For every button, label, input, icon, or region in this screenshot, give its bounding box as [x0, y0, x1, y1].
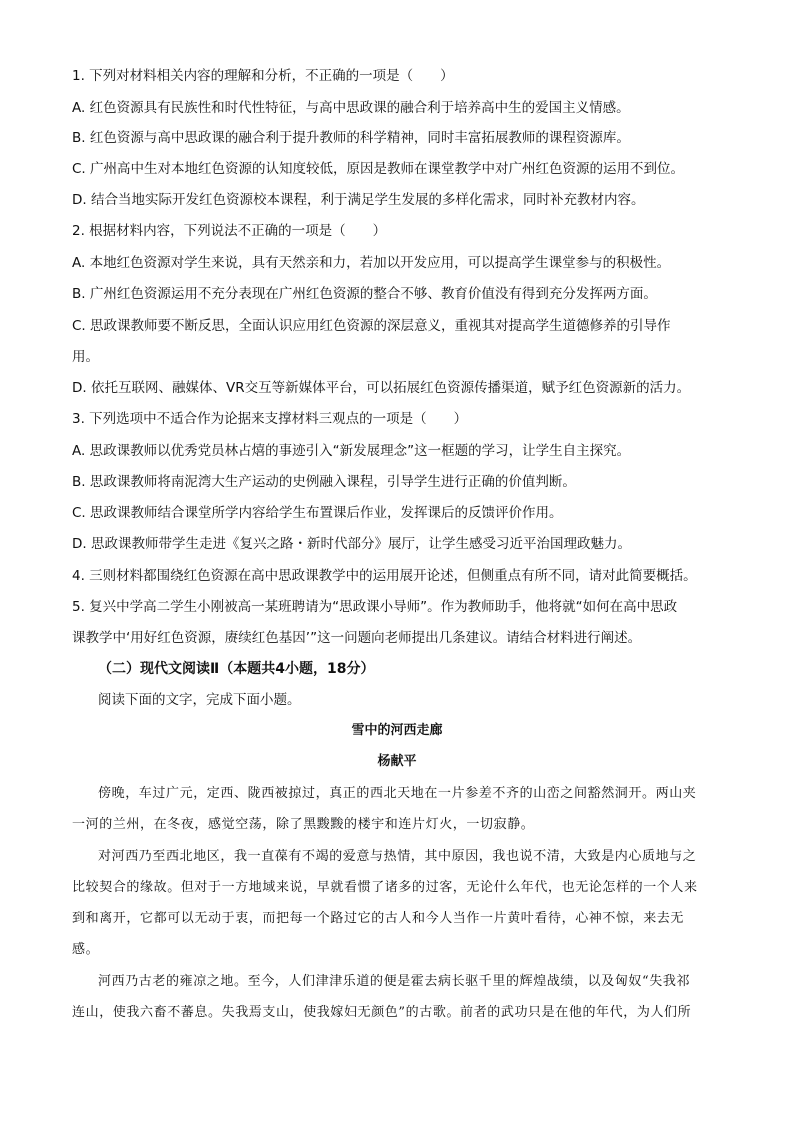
question-5-line-1: 5. 复兴中学高二学生小刚被高一某班聘请为“思政课小导师”。作为教师助手，他将就“如何在高中思政 — [72, 599, 678, 615]
question-2-option-a: A. 本地红色资源对学生来说，具有天然亲和力，若加以开发应用，可以提高学生课堂参与的积极性。 — [72, 255, 671, 271]
prose-line: 一河的兰州，在冬夜，感觉空荡，除了黑黢黢的楼宇和连片灯火，一切寂静。 — [72, 817, 535, 832]
question-1-option-b: B. 红色资源与高中思政课的融合利于提升教师的科学精神，同时丰富拓展教师的课程资源库。 — [72, 130, 630, 146]
question-5-line-2: 课教学中‘用好红色资源，赓续红色基因’”这一问题向老师提出几条建议。请结合材料进行阐述。 — [72, 630, 642, 646]
passage-title: 雪中的河西走廊 — [351, 723, 443, 738]
section-heading: （二）现代文阅读Ⅱ（本题共4小题，18分） — [98, 661, 375, 677]
passage-author: 杨献平 — [377, 754, 417, 769]
prose-line: 河西乃古老的雍凉之地。至今，人们津津乐道的便是霍去病长驱千里的辉煌战绩，以及匈奴“失我祁 — [98, 974, 691, 989]
section-instruction: 阅读下面的文字，完成下面小题。 — [98, 692, 301, 708]
question-4: 4. 三则材料都围绕红色资源在高中思政课教学中的运用展开论述，但侧重点有所不同，请对此简要概括。 — [72, 568, 697, 584]
prose-line: 比较契合的缘故。但对于一方地域来说，早就看惯了诸多的过客，无论什么年代，也无论怎样的一个人来 — [72, 880, 698, 895]
prose-line: 对河西乃至西北地区，我一直葆有不竭的爱意与热情，其中原因，我也说不清，大致是内心质地与之 — [98, 849, 697, 864]
question-2-option-c: C. 思政课教师要不断反思，全面认识应用红色资源的深层意义，重视其对提高学生道德修养的引导作 — [72, 318, 671, 334]
question-3-option-a: A. 思政课教师以优秀党员林占熺的事迹引入“新发展理念”这一框题的学习，让学生自主探究。 — [72, 443, 631, 459]
question-2-option-d: D. 依托互联网、融媒体、VR交互等新媒体平台，可以拓展红色资源传播渠道，赋予红色资源新的活力。 — [72, 380, 691, 396]
question-2-option-b: B. 广州红色资源运用不充分表现在广州红色资源的整合不够、教育价值没有得到充分发挥两方面。 — [72, 286, 657, 302]
question-3-option-c: C. 思政课教师结合课堂所学内容给学生布置课后作业，发挥课后的反馈评价作用。 — [72, 505, 563, 521]
question-2-stem: 2. 根据材料内容，下列说法不正确的一项是（ ） — [72, 223, 387, 239]
question-3-stem: 3. 下列选项中不适合作为论据来支撑材料三观点的一项是（ ） — [72, 411, 468, 427]
question-1-stem: 1. 下列对材料相关内容的理解和分析，不正确的一项是（ ） — [72, 68, 454, 84]
prose-line: 傍晚，车过广元，定西、陇西被掠过，真正的西北天地在一片参差不齐的山峦之间豁然洞开。两山夹 — [98, 786, 697, 801]
question-3-option-b: B. 思政课教师将南泥湾大生产运动的史例融入课程，引导学生进行正确的价值判断。 — [72, 474, 576, 490]
question-1-option-d: D. 结合当地实际开发红色资源校本课程，利于满足学生发展的多样化需求，同时补充教材内容。 — [72, 192, 645, 208]
prose-line: 到和离开，它都可以无动于衷，而把每一个路过它的古人和今人当作一片黄叶看待，心神不惊，来去无 — [72, 911, 685, 926]
question-1-option-c: C. 广州高中生对本地红色资源的认知度较低，原因是教师在课堂教学中对广州红色资源的运用不到位。 — [72, 161, 685, 177]
question-2-option-c-continued: 用。 — [72, 349, 99, 365]
prose-line: 连山，使我六畜不蕃息。失我焉支山，使我嫁妇无颜色”的古歌。前者的武功只是在他的年代，为人们所 — [72, 1005, 692, 1020]
question-3-option-d: D. 思政课教师带学生走进《复兴之路・新时代部分》展厅，让学生感受习近平治国理政魅力。 — [72, 536, 631, 552]
question-1-option-a: A. 红色资源具有民族性和时代性特征，与高中思政课的融合利于培养高中生的爱国主义情感。 — [72, 100, 630, 116]
prose-line: 感。 — [72, 942, 100, 957]
